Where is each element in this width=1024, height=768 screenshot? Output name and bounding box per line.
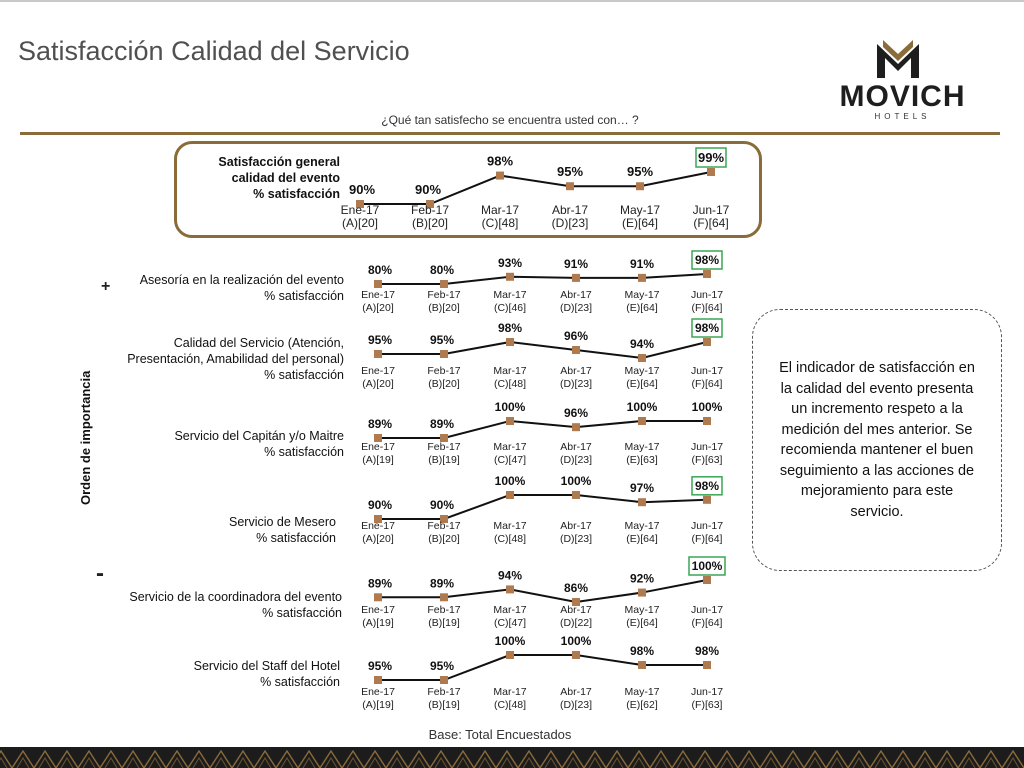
category-label: May-17 [624, 365, 660, 377]
row-label-line: Servicio del Staff del Hotel [193, 659, 340, 673]
base-label: (F)[64] [691, 617, 723, 629]
data-point [374, 593, 382, 601]
category-label: Ene-17 [361, 289, 395, 301]
category-label: Feb-17 [427, 604, 461, 616]
base-label: (A)[20] [362, 533, 394, 545]
base-label: (D)[23] [559, 302, 593, 314]
base-label: (A)[19] [362, 454, 394, 466]
base-label: (C)[47] [493, 454, 527, 466]
base-label: (F)[64] [693, 216, 729, 230]
series-line [360, 172, 711, 204]
base-label: (C)[48] [493, 533, 527, 545]
row-label-line: % satisfacción [262, 606, 342, 620]
data-point [506, 417, 514, 425]
category-label: Abr-17 [551, 203, 589, 217]
category-label: May-17 [624, 686, 660, 698]
category-label: Feb-17 [427, 686, 461, 698]
base-label: (B)[19] [428, 699, 460, 711]
row-label-line: Satisfacción general [218, 155, 340, 169]
data-point [506, 585, 514, 593]
data-label: 95% [367, 333, 393, 347]
category-label: Mar-17 [493, 604, 527, 616]
category-label: Ene-17 [361, 365, 395, 377]
importance-axis-label: Orden de importancia [78, 370, 93, 505]
base-label: (A)[19] [362, 617, 394, 629]
category-label: Abr-17 [560, 686, 592, 698]
survey-question: ¿Qué tan satisfecho se encuentra usted con… ? [381, 113, 639, 127]
data-point [703, 338, 711, 346]
category-label: Abr-17 [560, 441, 592, 453]
row-label-line: calidad del evento [231, 171, 340, 185]
category-label: Feb-17 [427, 441, 461, 453]
category-label: Ene-17 [361, 520, 395, 532]
chart-0 [341, 148, 730, 230]
data-label: 95% [367, 659, 393, 673]
row-label-line: % satisfacción [264, 289, 344, 303]
row-label-line: Asesoría en la realización del evento [139, 273, 344, 287]
data-label: 90% [367, 498, 393, 512]
base-label: (A)[20] [341, 216, 379, 230]
data-label: 89% [429, 417, 455, 431]
minus-sign: - [96, 560, 104, 587]
data-label: 98% [497, 321, 523, 335]
base-label: (B)[19] [428, 617, 460, 629]
base-label: (E)[63] [626, 454, 658, 466]
data-label: 91% [563, 256, 589, 271]
data-label: 100% [560, 634, 592, 648]
base-label: (D)[23] [551, 216, 589, 230]
category-label: Abr-17 [560, 604, 592, 616]
row-label-line: Presentación, Amabilidad del personal) [127, 352, 344, 366]
data-label: 86% [563, 581, 589, 595]
data-point [638, 661, 646, 669]
data-label: 92% [629, 571, 655, 586]
chart-4 [361, 474, 723, 545]
data-label: 99% [697, 150, 725, 165]
data-label: 89% [367, 576, 393, 591]
plus-sign: + [101, 278, 111, 295]
data-label: 91% [629, 256, 655, 271]
category-label: Ene-17 [340, 203, 380, 217]
row-label-line: % satisfacción [253, 187, 340, 201]
base-label: (E)[64] [626, 302, 658, 314]
data-label: 98% [694, 478, 720, 493]
base-label: (F)[64] [691, 378, 723, 390]
row-label-line: Servicio del Capitán y/o Maitre [174, 429, 344, 443]
recommendation-text: El indicador de satisfacción en la calidad del evento presenta un incremento respeto a la medición del mes anterior. Se recomienda mantener el buen seguimiento a las acciones de mejoramiento para este servicio. [779, 360, 975, 520]
base-label: (A)[20] [362, 302, 394, 314]
base-label: (B)[20] [428, 378, 460, 390]
category-label: Feb-17 [410, 203, 450, 217]
category-label: Feb-17 [427, 365, 461, 377]
data-label: 95% [429, 659, 455, 673]
data-label: 95% [556, 164, 584, 180]
data-label: 98% [694, 321, 720, 335]
data-label: 100% [494, 400, 526, 414]
base-label: (F)[64] [691, 302, 723, 314]
category-label: Jun-17 [690, 520, 724, 532]
row-label-line: % satisfacción [264, 445, 344, 459]
footer-pattern [0, 747, 1024, 768]
category-label: Abr-17 [560, 365, 592, 377]
logo-wordmark: MOVICH [839, 80, 966, 113]
base-label: (E)[64] [621, 216, 659, 230]
data-point [572, 491, 580, 499]
base-label: (A)[19] [362, 699, 394, 711]
data-point [572, 346, 580, 354]
series-line [378, 342, 707, 358]
data-label: 95% [429, 333, 455, 347]
data-label: 100% [691, 559, 723, 573]
data-point [703, 496, 711, 504]
data-label: 90% [348, 182, 376, 197]
row-label-line: Servicio de la coordinadora del evento [129, 590, 342, 604]
category-label: Ene-17 [361, 441, 395, 453]
base-label: (F)[64] [691, 533, 723, 545]
data-point [506, 651, 514, 659]
base-note: Base: Total Encuestados [428, 727, 572, 742]
base-label: (C)[48] [481, 216, 519, 230]
data-point [638, 417, 646, 425]
category-label: Mar-17 [493, 441, 527, 453]
base-label: (F)[63] [691, 454, 723, 466]
category-label: Mar-17 [493, 520, 527, 532]
category-label: Jun-17 [690, 441, 724, 453]
category-label: May-17 [619, 203, 661, 217]
data-point [374, 676, 382, 684]
row-label-line: Servicio de Mesero [229, 515, 336, 529]
base-label: (E)[64] [626, 617, 658, 629]
data-label: 98% [694, 253, 720, 267]
category-label: Abr-17 [560, 289, 592, 301]
series-line [378, 274, 707, 284]
base-label: (D)[23] [559, 699, 593, 711]
category-label: Ene-17 [361, 604, 395, 616]
base-label: (E)[64] [626, 533, 658, 545]
base-label: (B)[20] [411, 216, 449, 230]
data-label: 94% [497, 568, 523, 583]
category-label: Feb-17 [427, 289, 461, 301]
category-label: May-17 [624, 604, 660, 616]
data-label: 89% [429, 576, 455, 591]
data-label: 98% [486, 153, 514, 169]
data-point [440, 593, 448, 601]
category-label: May-17 [624, 289, 660, 301]
category-label: Mar-17 [480, 203, 520, 217]
base-label: (D)[23] [559, 533, 593, 545]
data-point [440, 350, 448, 358]
base-label: (D)[23] [559, 454, 593, 466]
data-point [374, 280, 382, 288]
data-label: 96% [563, 329, 589, 343]
category-label: Mar-17 [493, 365, 527, 377]
data-point [707, 168, 715, 176]
data-point [506, 273, 514, 281]
data-label: 89% [367, 417, 393, 431]
data-label: 90% [414, 182, 442, 197]
data-point [703, 661, 711, 669]
base-label: (C)[47] [493, 617, 527, 629]
category-label: May-17 [624, 441, 660, 453]
series-line [378, 655, 707, 680]
page-title: Satisfacción Calidad del Servicio [18, 36, 410, 66]
data-label: 100% [494, 634, 526, 648]
data-point [638, 274, 646, 282]
data-label: 100% [560, 474, 592, 488]
data-point [440, 280, 448, 288]
recommendation-note [752, 309, 1002, 571]
base-label: (B)[20] [428, 302, 460, 314]
data-point [703, 576, 711, 584]
data-label: 90% [429, 498, 455, 512]
series-line [378, 495, 707, 519]
data-label: 97% [629, 481, 655, 496]
category-label: Mar-17 [493, 289, 527, 301]
category-label: Ene-17 [361, 686, 395, 698]
row-label-line: % satisfacción [264, 368, 344, 382]
category-label: May-17 [624, 520, 660, 532]
logo-subtitle: HOTELS [874, 112, 931, 121]
data-point [638, 354, 646, 362]
base-label: (D)[23] [559, 378, 593, 390]
base-label: (B)[20] [428, 533, 460, 545]
row-label-line: % satisfacción [256, 531, 336, 545]
data-label: 100% [691, 400, 723, 414]
series-line [378, 580, 707, 602]
category-label: Mar-17 [493, 686, 527, 698]
base-label: (C)[46] [493, 302, 527, 314]
data-point [638, 589, 646, 597]
row-label-line: % satisfacción [260, 675, 340, 689]
base-label: (B)[19] [428, 454, 460, 466]
base-label: (D)[22] [559, 617, 593, 629]
data-point [566, 182, 574, 190]
category-label: Jun-17 [690, 686, 724, 698]
category-label: Jun-17 [690, 365, 724, 377]
data-point [374, 350, 382, 358]
data-label: 100% [626, 400, 658, 414]
data-label: 93% [497, 255, 523, 270]
data-point [440, 676, 448, 684]
data-point [572, 423, 580, 431]
base-label: (A)[20] [362, 378, 394, 390]
chart-6 [361, 634, 723, 711]
data-point [636, 182, 644, 190]
data-label: 80% [429, 263, 455, 277]
category-label: Jun-17 [690, 289, 724, 301]
data-point [638, 498, 646, 506]
category-label: Jun-17 [690, 604, 724, 616]
series-line [378, 421, 707, 438]
category-label: Abr-17 [560, 520, 592, 532]
data-point [506, 491, 514, 499]
base-label: (F)[63] [691, 699, 723, 711]
data-label: 98% [629, 644, 655, 658]
chart-3 [361, 400, 723, 466]
base-label: (E)[64] [626, 378, 658, 390]
data-label: 96% [563, 406, 589, 421]
data-point [703, 417, 711, 425]
data-label: 94% [629, 337, 655, 351]
base-label: (C)[48] [493, 699, 527, 711]
category-label: Jun-17 [692, 203, 730, 217]
chart-1 [361, 251, 723, 314]
data-point [506, 338, 514, 346]
data-point [496, 172, 504, 180]
data-label: 98% [694, 644, 720, 658]
data-label: 80% [367, 263, 393, 277]
data-point [572, 274, 580, 282]
data-label: 95% [626, 164, 654, 180]
row-label-line: Calidad del Servicio (Atención, [173, 336, 344, 350]
base-label: (E)[62] [626, 699, 658, 711]
chart-5 [361, 557, 725, 629]
data-point [572, 651, 580, 659]
base-label: (C)[48] [493, 378, 527, 390]
data-label: 100% [494, 474, 526, 488]
data-point [703, 270, 711, 278]
chart-2 [361, 319, 723, 390]
category-label: Feb-17 [427, 520, 461, 532]
